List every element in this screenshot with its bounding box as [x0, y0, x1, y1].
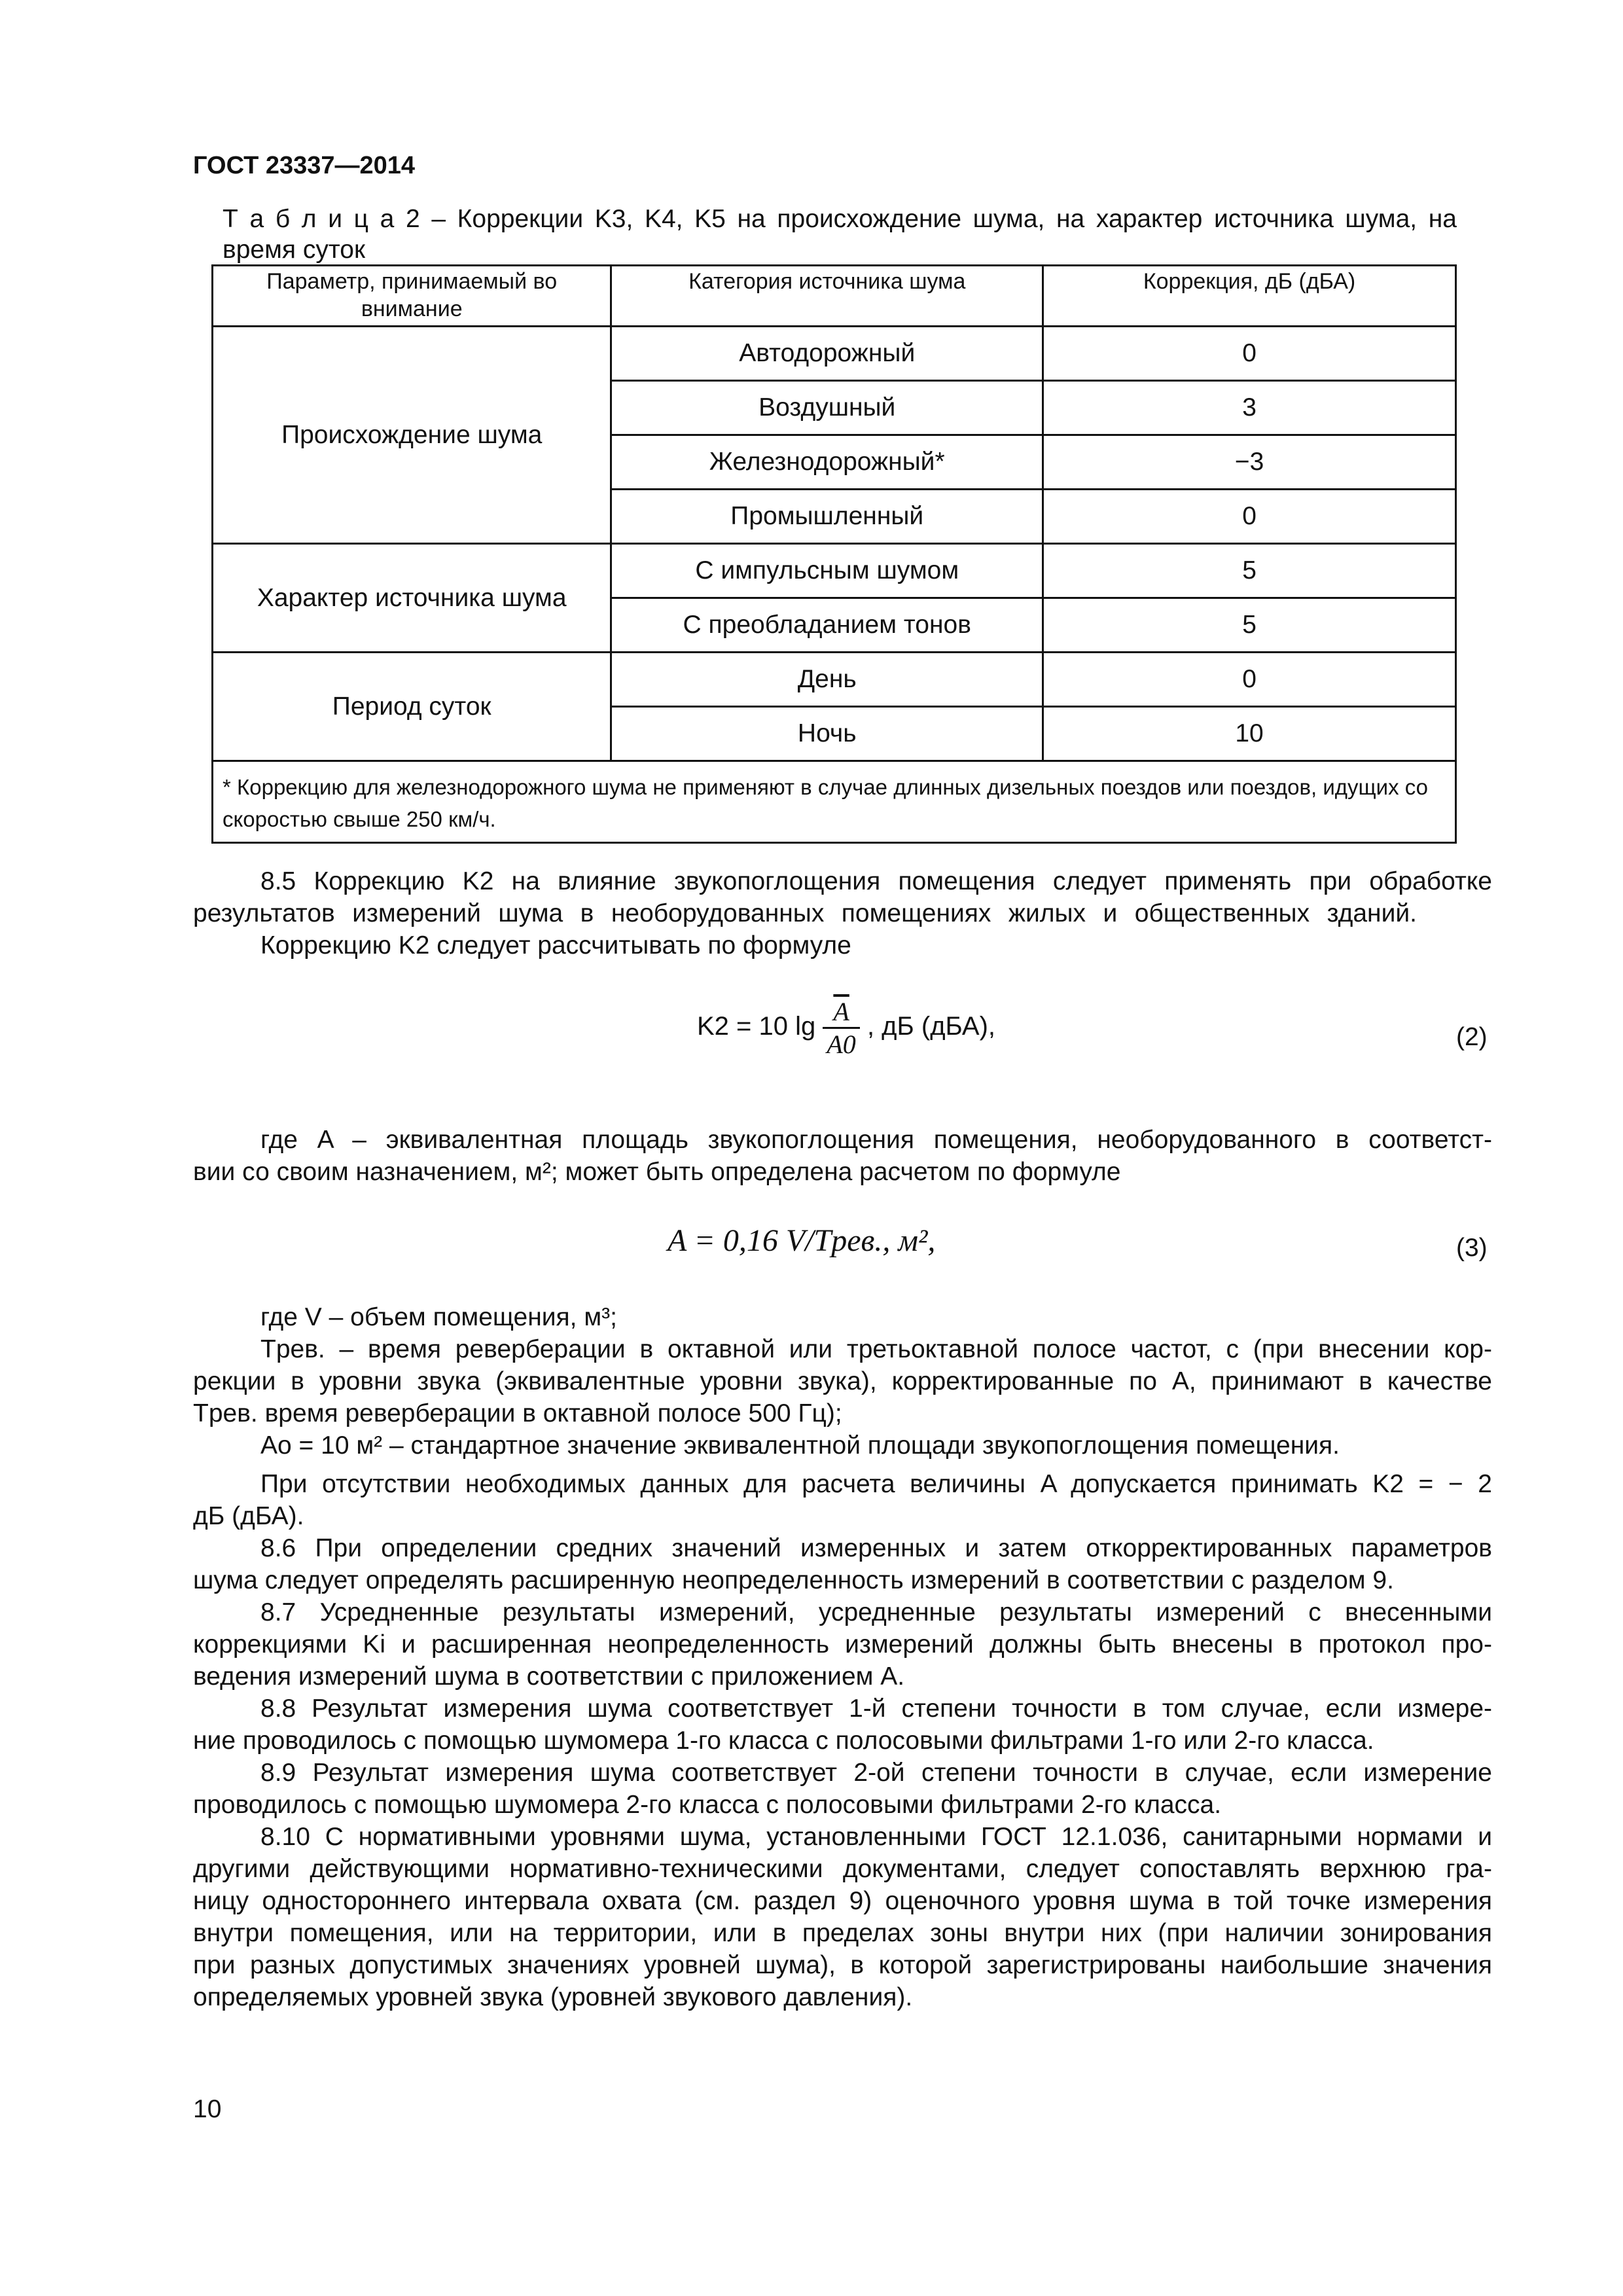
page-number: 10 — [193, 2095, 222, 2123]
table-row — [213, 544, 1456, 598]
trev-line1: Tрев. – время реверберации в октавной или третьоктавной полосе частот, с (при внесении кор- — [260, 1335, 1492, 1363]
correction-cell: −3 — [1043, 435, 1456, 490]
category-cell: Железнодорожный* — [611, 435, 1043, 490]
column-header-category: Категория источника шума — [611, 266, 1043, 327]
correction-cell: 0 — [1043, 653, 1456, 707]
para-8-8-line2: ние проводилось с помощью шумомера 1-го класса с полосовыми фильтрами 1-го или 2-го класса. — [193, 1727, 1374, 1755]
correction-cell: 10 — [1043, 707, 1456, 761]
trev-line3: Tрев. время реверберации в октавной полосе 500 Гц); — [193, 1399, 842, 1427]
para-8-10-line2: другими действующими нормативно-техническими документами, следует сопоставлять верхнюю гра- — [193, 1855, 1492, 1883]
correction-cell: 5 — [1043, 544, 1456, 598]
para-8-10-line4: внутри помещения, или на территории, или в пределах зоны внутри них (при наличии зонирования — [193, 1919, 1492, 1947]
param-cell: Происхождение шума — [213, 327, 611, 544]
para-8-6-line2: шума следует определять расширенную неопределенность измерений в соответствии с разделом 9. — [193, 1566, 1394, 1594]
formula-2-fraction — [823, 996, 859, 1060]
correction-cell: 0 — [1043, 490, 1456, 544]
formula-2-unit: , дБ (дБА), — [866, 1012, 996, 1041]
para-8-10-line1: 8.10 С нормативными уровнями шума, установленными ГОСТ 12.1.036, санитарными нормами и — [260, 1823, 1492, 1851]
para-8-9-line2: проводилось с помощью шумомера 2-го класса с полосовыми фильтрами 2-го класса. — [193, 1791, 1222, 1819]
para-8-10-line5: при разных допустимых значениях уровней шума), в которой зарегистрированы наибольшие значения — [193, 1951, 1492, 1979]
formula-3-number: (3) — [1456, 1234, 1488, 1262]
trev-line2: рекции в уровни звука (эквивалентные уровни звука), корректированные по А, принимают в качестве — [193, 1367, 1492, 1395]
para-8-5-line1: 8.5 Коррекцию K2 на влияние звукопоглощения помещения следует применять при обработке — [260, 867, 1492, 895]
absent-line2: дБ (дБА). — [193, 1502, 304, 1530]
document-code: ГОСТ 23337—2014 — [193, 152, 416, 179]
table-header-row — [213, 266, 1456, 327]
para-8-7-line2: коррекциями Ki и расширенная неопределенность измерений должны быть внесены в протокол про- — [193, 1630, 1492, 1659]
category-cell: С преобладанием тонов — [611, 598, 1043, 653]
category-cell: С импульсным шумом — [611, 544, 1043, 598]
para-8-7-line3: ведения измерений шума в соответствии с приложением А. — [193, 1662, 905, 1691]
category-cell: Ночь — [611, 707, 1043, 761]
category-cell: Воздушный — [611, 381, 1043, 435]
formula-2-denominator: A0 — [827, 1030, 856, 1059]
para-8-8-line1: 8.8 Результат измерения шума соответствует 1-й степени точности в том случае, если измере- — [260, 1695, 1492, 1723]
column-header-parameter: Параметр, принимаемый во внимание — [213, 266, 611, 327]
correction-cell: 5 — [1043, 598, 1456, 653]
para-8-6-line1: 8.6 При определении средних значений измеренных и затем откорректированных параметров — [260, 1534, 1492, 1562]
table-footnote: * Коррекцию для железнодорожного шума не применяют в случае длинных дизельных поездов или поездов, идущих со скоростью свыше 250 км/ч. — [213, 761, 1456, 843]
para-8-7-line1: 8.7 Усредненные результаты измерений, усредненные результаты измерений с внесенными — [260, 1598, 1492, 1626]
param-cell: Характер источника шума — [213, 544, 611, 653]
absent-line1: При отсутствии необходимых данных для расчета величины A допускается принимать K2 = − 2 — [260, 1470, 1492, 1498]
formula-2 — [697, 996, 995, 1060]
where-a-line1: где A – эквивалентная площадь звукопоглощения помещения, необорудованного в соответст- — [260, 1126, 1492, 1154]
a0-line: Ао = 10 м² – стандартное значение эквивалентной площади звукопоглощения помещения. — [260, 1431, 1340, 1460]
category-cell: Автодорожный — [611, 327, 1043, 381]
para-8-5-line2: результатов измерений шума в необорудованных помещениях жилых и общественных зданий. — [193, 899, 1417, 927]
corrections-table — [211, 264, 1457, 844]
formula-2-lhs: K2 = 10 lg — [697, 1012, 816, 1041]
para-8-5-line3: Коррекцию K2 следует рассчитывать по формуле — [260, 931, 851, 960]
table-footnote-row — [213, 761, 1456, 843]
table-caption-line1: Т а б л и ц а 2 – Коррекции K3, K4, K5 на происхождение шума, на характер источника шума, на — [223, 205, 1457, 233]
where-a-line2: вии со своим назначением, м²; может быть определена расчетом по формуле — [193, 1158, 1121, 1186]
param-cell: Период суток — [213, 653, 611, 761]
formula-2-numerator: $\overline{A}$ — [823, 996, 859, 1029]
where-v: где V – объем помещения, м³; — [260, 1303, 617, 1331]
table-row — [213, 653, 1456, 707]
category-cell: Промышленный — [611, 490, 1043, 544]
para-8-9-line1: 8.9 Результат измерения шума соответствует 2-ой степени точности в случае, если измерение — [260, 1759, 1492, 1787]
column-header-correction: Коррекция, дБ (дБА) — [1043, 266, 1456, 327]
formula-3: A = 0,16 V/Tрев., м², — [668, 1223, 936, 1258]
para-8-10-line6: определяемых уровней звука (уровней звукового давления). — [193, 1983, 913, 2011]
table-caption-line2: время суток — [223, 236, 366, 264]
correction-cell: 3 — [1043, 381, 1456, 435]
table-row — [213, 327, 1456, 381]
para-8-10-line3: ницу одностороннего интервала охвата (см. раздел 9) оценочного уровня шума в той точке измерения — [193, 1887, 1492, 1915]
correction-cell: 0 — [1043, 327, 1456, 381]
formula-2-number: (2) — [1456, 1023, 1488, 1051]
category-cell: День — [611, 653, 1043, 707]
